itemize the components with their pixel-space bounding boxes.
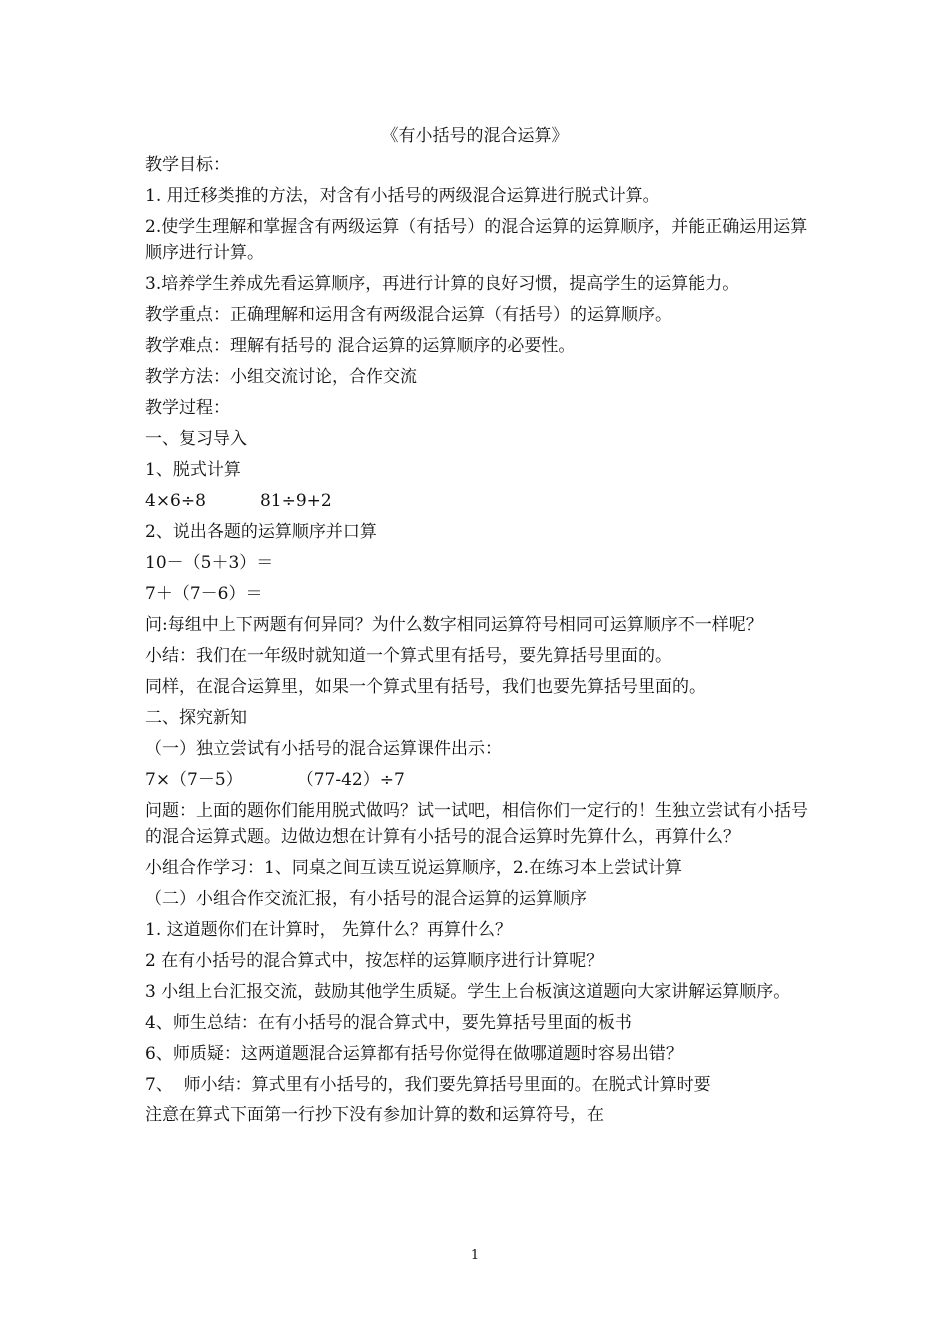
paragraph-line: （一）独立尝试有小括号的混合运算课件出示：	[145, 739, 502, 759]
paragraph-line: 教学难点：理解有括号的 混合运算的运算顺序的必要性。	[145, 336, 576, 356]
paragraph-line: 1. 这道题你们在计算时， 先算什么？再算什么？	[145, 920, 513, 940]
paragraph-line: （二）小组合作交流汇报，有小括号的混合运算的运算顺序	[145, 889, 587, 909]
paragraph-line: 2、说出各题的运算顺序并口算	[145, 522, 377, 542]
paragraph-line: 问:每组中上下两题有何异同？为什么数字相同运算符号相同可运算顺序不一样呢？	[145, 615, 763, 635]
section-heading: 二、探究新知	[145, 708, 247, 728]
paragraph-line: 教学目标：	[145, 155, 230, 175]
paragraph-line: 3 小组上台汇报交流，鼓励其他学生质疑。学生上台板演这道题向大家讲解运算顺序。	[145, 982, 791, 1002]
paragraph-line: 小结：我们在一年级时就知道一个算式里有括号，要先算括号里面的。	[145, 646, 672, 666]
paragraph-line: 4、师生总结：在有小括号的混合算式中，要先算括号里面的板书	[145, 1013, 632, 1033]
section-heading: 一、复习导入	[145, 429, 247, 449]
paragraph-line: 3.培养学生养成先看运算顺序，再进行计算的良好习惯，提高学生的运算能力。	[145, 274, 740, 294]
math-expression-line: 4×6÷8 81÷9+2	[145, 491, 332, 511]
math-expression-line: 7＋（7－6）＝	[145, 584, 263, 604]
paragraph-line: 1. 用迁移类推的方法，对含有小括号的两级混合运算进行脱式计算。	[145, 186, 660, 206]
paragraph-line: 6、师质疑：这两道题混合运算都有括号你觉得在做哪道题时容易出错？	[145, 1044, 683, 1064]
paragraph-line: 问题：上面的题你们能用脱式做吗？试一试吧，相信你们一定行的！生独立尝试有小括号的混合运算式题。边做边想在计算有小括号的混合运算时先算什么，再算什么？	[145, 801, 808, 847]
page-number: 1	[470, 1248, 480, 1263]
paragraph-line: 1、脱式计算	[145, 460, 241, 480]
document-body	[145, 152, 813, 1133]
math-expression-line: 10－（5＋3）＝	[145, 553, 274, 573]
paragraph-line: 教学方法：小组交流讨论，合作交流	[145, 367, 417, 387]
paragraph-line: 2.使学生理解和掌握含有两级运算（有括号）的混合运算的运算顺序，并能正确运用运算顺序进行计算。	[145, 217, 808, 263]
paragraph-line: 小组合作学习：1、同桌之间互读互说运算顺序，2.在练习本上尝试计算	[145, 858, 683, 878]
paragraph-line: 教学重点：正确理解和运用含有两级混合运算（有括号）的运算顺序。	[145, 305, 672, 325]
math-expression-line: 7×（7－5） （77-42）÷7	[145, 770, 405, 790]
paragraph-line: 2 在有小括号的混合算式中，按怎样的运算顺序进行计算呢？	[145, 951, 604, 971]
document-title: 《有小括号的混合运算》	[381, 126, 569, 146]
paragraph-line: 7、 师小结：算式里有小括号的，我们要先算括号里面的。在脱式计算时要	[145, 1075, 711, 1095]
paragraph-line: 同样，在混合运算里，如果一个算式里有括号，我们也要先算括号里面的。	[145, 677, 706, 697]
paragraph-line: 注意在算式下面第一行抄下没有参加计算的数和运算符号，在	[145, 1105, 604, 1125]
paragraph-line: 教学过程：	[145, 398, 230, 418]
